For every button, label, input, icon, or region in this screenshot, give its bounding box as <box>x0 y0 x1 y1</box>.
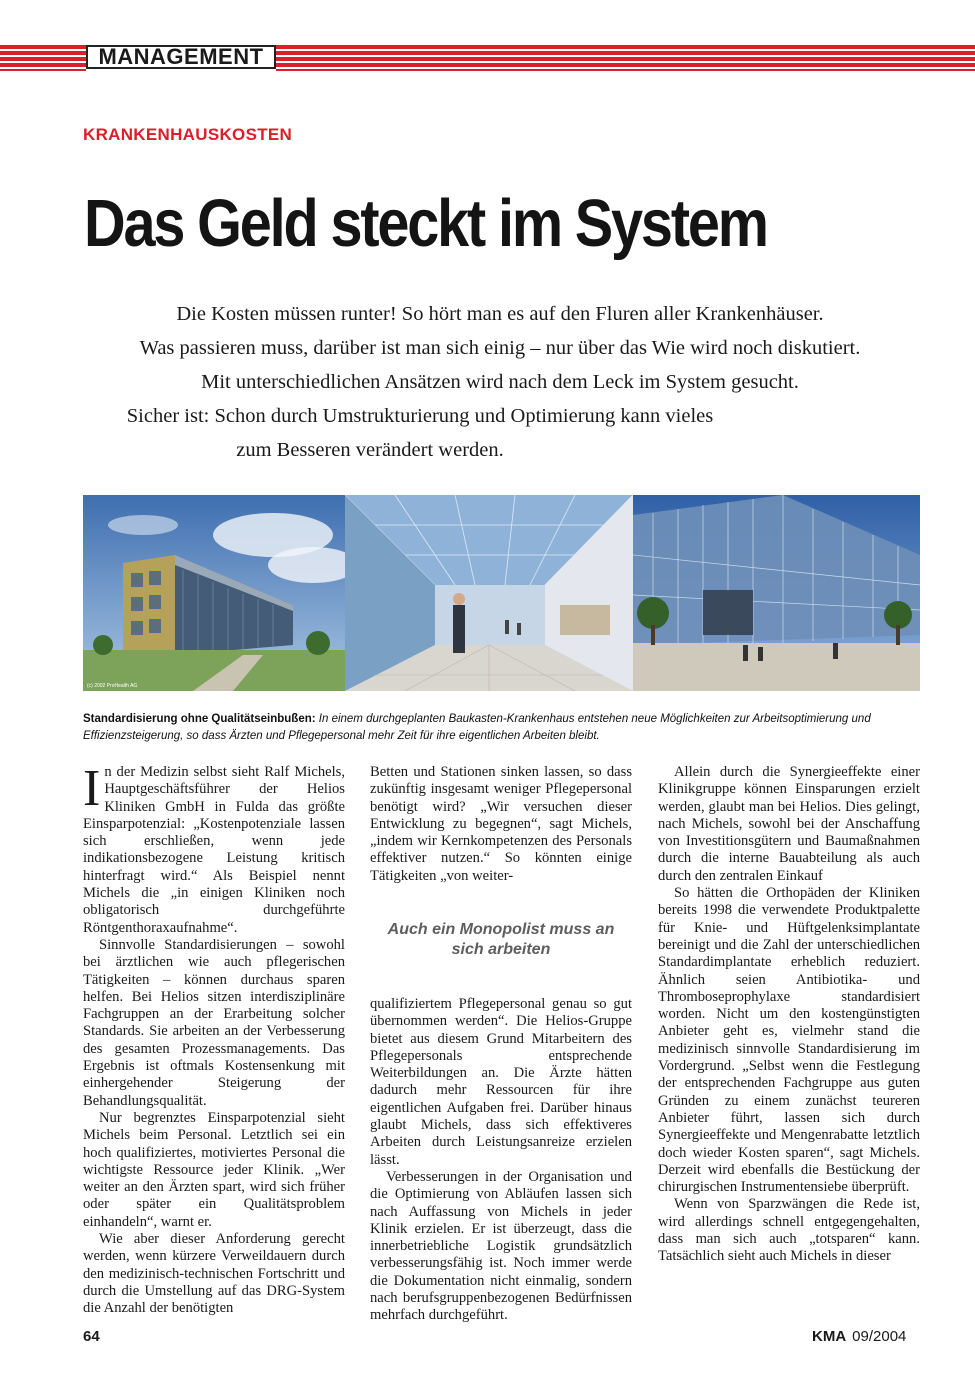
paragraph: Wie aber dieser Anforderung gerecht werden, wenn kürzere Verweildauern durch den medizinisch-technischen Fortschritt und durch die Umstellung auf das DRG-System die Anzahl der benötigten <box>83 1231 345 1317</box>
caption-text: In einem durchgeplanten Baukasten-Krankenhaus entstehen neue Möglichkeiten zur Arbeitsoptimierung und Effizienzsteigerung, so dass Ärzten und Pflegepersonal mehr Zeit für ihre eigentlichen Arbeiten bleibt. <box>83 713 871 742</box>
photo-atrium-interior <box>345 495 633 691</box>
section-header-bar <box>0 45 975 71</box>
lead-line: zum Besseren verändert werden. <box>236 439 504 461</box>
drop-cap: I <box>83 760 101 817</box>
section-label: MANAGEMENT <box>86 45 276 69</box>
lead-line: Die Kosten müssen runter! So hört man es auf den Fluren aller Krankenhäuser. <box>176 303 824 325</box>
lead-line: Was passieren muss, darüber ist man sich einig – nur über das Wie wird noch diskutiert. <box>139 337 861 359</box>
paragraph: Betten und Stationen sinken lassen, so dass zukünftig insgesamt weniger Pflegepersonal benötigt wird? „Wir versuchen dieser Entwicklung zu begegnen“, sagt Michels, „indem wir Kernkompetenzen des Personals effektiver nutzen.“ So könnten einige Tätigkeiten „von weiter- <box>370 764 632 884</box>
text-column-3 <box>658 764 920 1266</box>
paragraph: qualifiziertem Pflegepersonal genau so gut übernommen werden“. Die Helios-Gruppe bietet aus diesem Grund Mitarbeitern des Pflegepersonals entsprechende Weiterbildungen an. Die Ärzte hätten dadurch mehr Ressourcen für ihre eigentlichen Aufgaben frei. Darüber hinaus glaubt Michels, dass sich effektiveres Arbeiten durch Leistungsanreize erzielen lässt. <box>370 996 632 1168</box>
page-number: 64 <box>83 1328 100 1345</box>
photo-building-exterior <box>83 495 345 691</box>
paragraph: Verbesserungen in der Organisation und die Optimierung von Abläufen lassen sich nach Auffassung von Michels in jeder Klinik erzielen. Er ist überzeugt, dass die innerbetriebliche Logistik grundsätzlich verbesserungsfähig ist. Noch immer werde die Dokumentation nicht einmalig, sondern nach berufsgruppenbezogenen Bedürfnissen mehrfach durchgeführt. <box>370 1168 632 1324</box>
magazine-name: KMA <box>812 1328 847 1345</box>
photo-caption <box>83 711 923 745</box>
text-column-2-continued <box>370 996 632 1325</box>
photo-hospital-entrance <box>633 495 920 691</box>
footer-magazine <box>812 1328 906 1345</box>
article-headline: Das Geld steckt im System <box>84 186 767 261</box>
paragraph: Sinnvolle Standardisierungen – sowohl bei ärztlichen wie auch pflegerischen Tätigkeiten – können durchaus sparen helfen. Bei Helios sitzen interdisziplinäre Fachgruppen an der Erarbeitung solcher Standards. Sie arbeiten an der Verbesserung des gesamten Prozessmanagements. Das Ergebnis ist oftmals Kostensenkung mit einhergehender Steigerung der Behandlungsqualität. <box>83 936 345 1109</box>
caption-lead: Standardisierung ohne Qualitätseinbußen: <box>83 713 316 725</box>
lead-line: Sicher ist: Schon durch Umstrukturierung und Optimierung kann vieles <box>126 405 714 427</box>
paragraph: Allein durch die Synergieeffekte einer Klinikgruppe können Einsparungen erzielt werden, glaubt man bei Helios. Dies gelingt, nach Michels, sowohl bei der Anschaffung von Investitionsgütern und Baumaßnahmen durch die interne Bauabteilung als auch durch den zentralen Einkauf <box>658 764 920 884</box>
paragraph: So hätten die Orthopäden der Kliniken bereits 1998 die verwendete Produktpalette für Knie- und Hüftgelenksimplantate bereinigt und die Zahl der unterschiedlichen Standardimplantate erheblich reduziert. Ähnlich seien Antibiotika- und Thromboseprophylaxe standardisiert worden. Nicht um den kostengünstigten Anbieter geht es, vielmehr stand die medizinisch sinnvolle Standardisierung im Vordergrund. „Selbst wenn die Festlegung der entsprechenden Fachgruppe aus guten Gründen zu einem zunächst teureren Anbieter führt, lassen sich durch Synergieeffekte und Mengenrabatte letztlich doch wieder Kosten sparen“, sagt Michels. Derzeit wird ebenfalls die Bestückung der chirurgischen Instrumentensiebe überprüft. <box>658 885 920 1196</box>
lead-line: Mit unterschiedlichen Ansätzen wird nach dem Leck im System gesucht. <box>201 371 799 393</box>
issue-number: 09/2004 <box>852 1328 907 1345</box>
photo-credit: (c) 2002 ProHealth AG <box>87 683 138 689</box>
text-column-2 <box>370 764 632 885</box>
article-kicker: KRANKENHAUSKOSTEN <box>83 125 293 144</box>
pull-quote: Auch ein Monopolist muss an sich arbeiten <box>387 921 615 958</box>
paragraph: In der Medizin selbst sieht Ralf Michels, Hauptgeschäftsführer der Helios Kliniken GmbH in Fulda das größte Einsparpotenzial: „Kostenpotenziale lassen sich erschließen, wenn jede indikationsbezogene Leistung kritisch hinterfragt wird.“ Als Beispiel nennt Michels die „in einigen Kliniken noch obligatorisch durchgeführte Röntgenthoraxaufnahme“. <box>83 760 345 936</box>
text-column-1 <box>83 760 345 1318</box>
red-rule-right <box>276 45 975 71</box>
paragraph: Wenn von Sparzwängen die Rede ist, wird allerdings schnell entgegengehalten, dass man sich auch „totsparen“ kann. Tatsächlich sieht auch Michels in dieser <box>658 1196 920 1265</box>
article-lead <box>80 297 920 467</box>
red-rule-left <box>0 45 86 71</box>
paragraph: Nur begrenztes Einsparpotenzial sieht Michels beim Personal. Letztlich sei ein hoch qualifiziertes, motiviertes Personal die wichtigste Ressource jeder Klinik. „Wer weiter an den Ärzten spart, wird sich früher oder später ein Qualitätsproblem einhandeln“, warnt er. <box>83 1109 345 1230</box>
